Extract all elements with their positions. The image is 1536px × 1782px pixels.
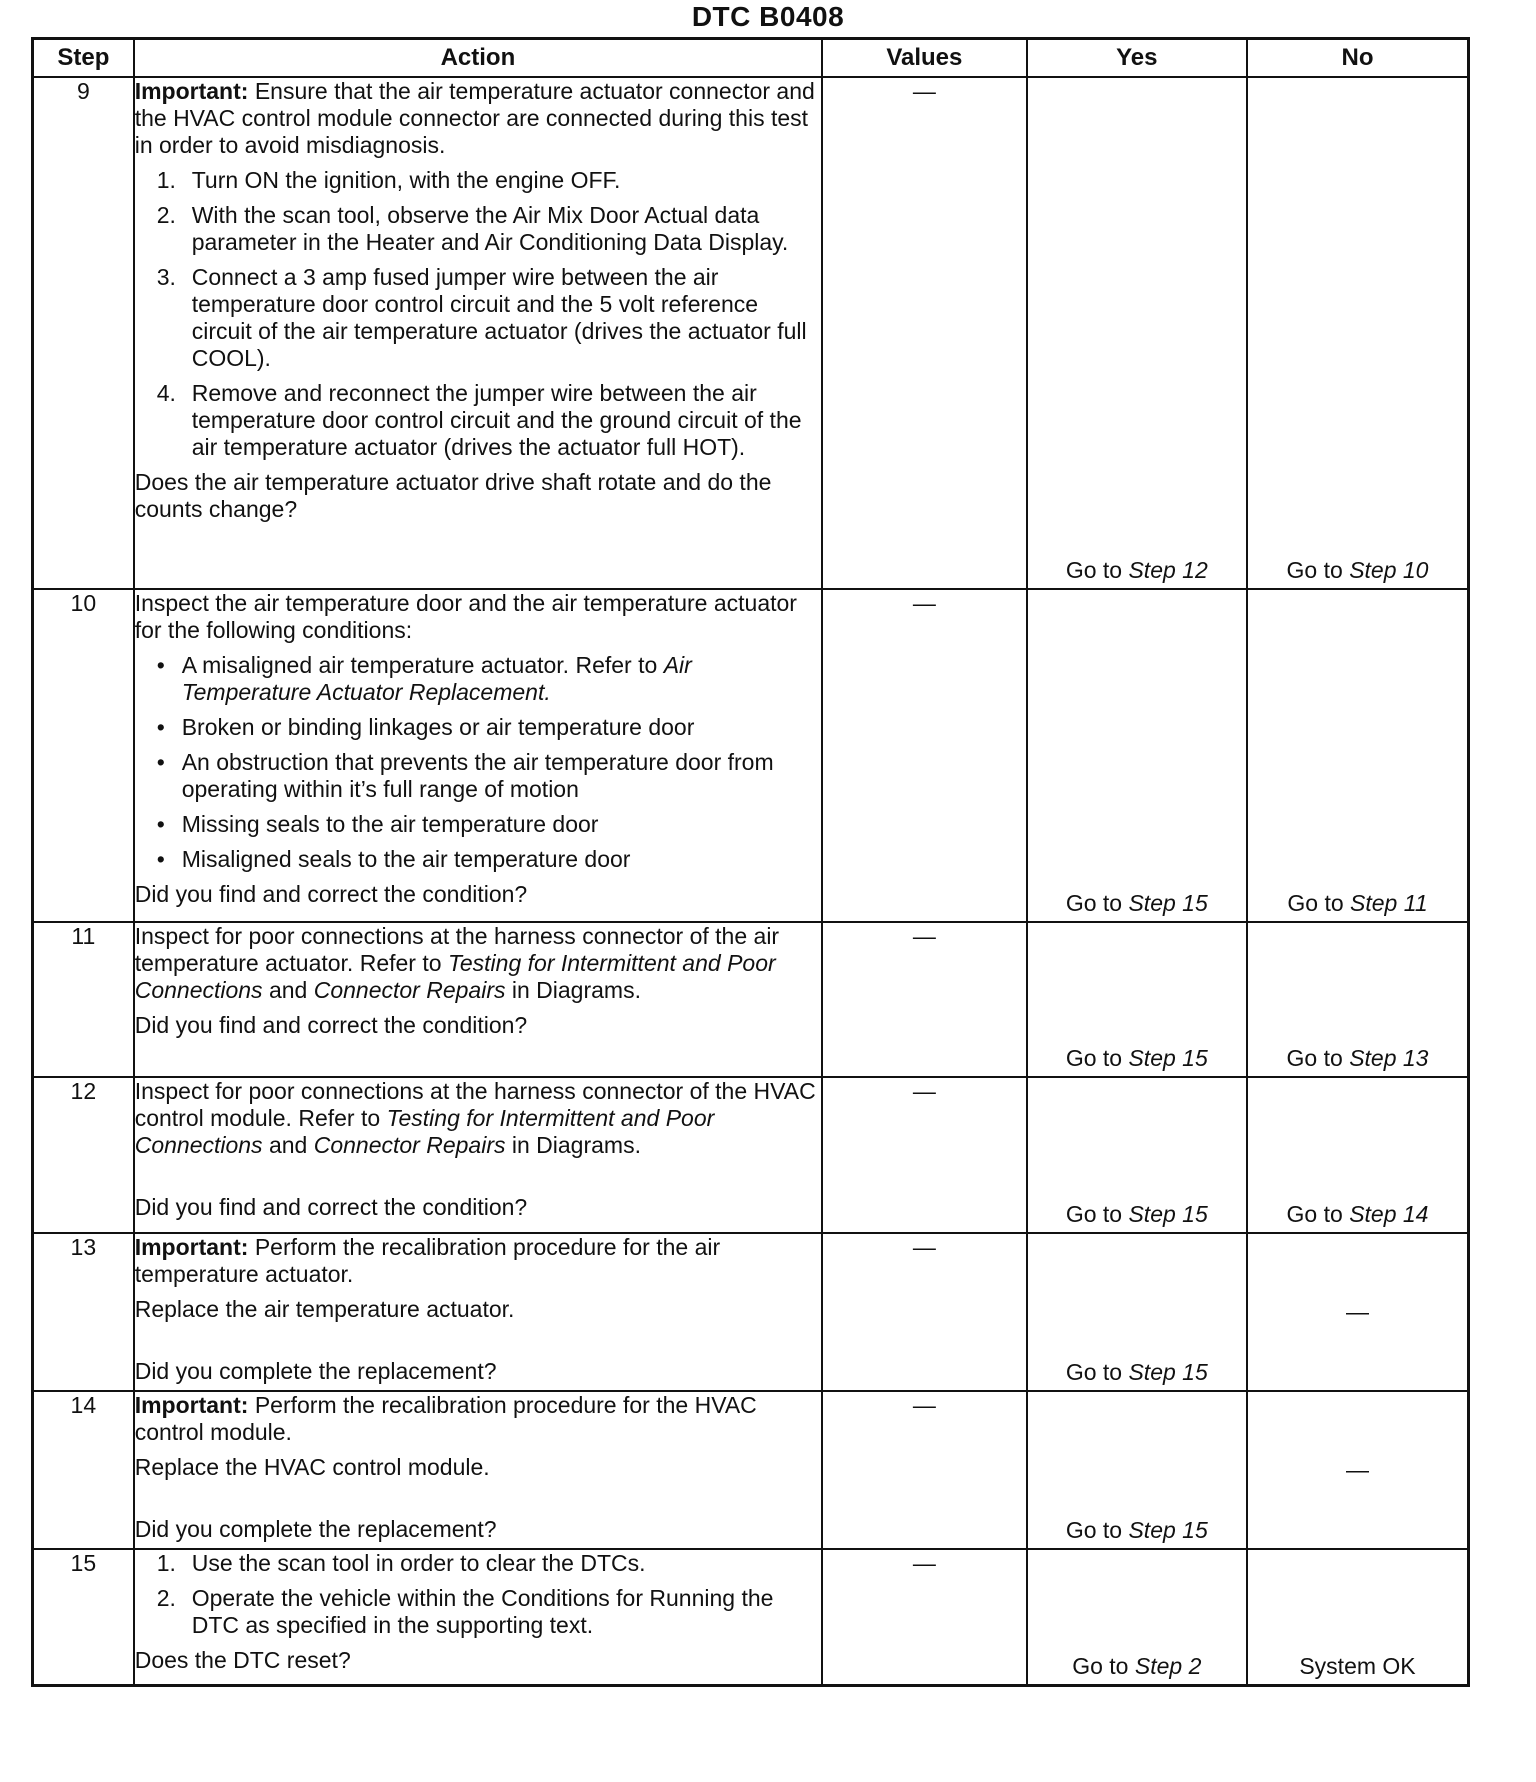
- list-item: 1. Turn ON the ignition, with the engine OFF.: [156, 167, 621, 193]
- no-cell: [1247, 589, 1468, 922]
- question-text: Did you find and correct the condition?: [134, 1012, 528, 1038]
- table-row-step-14: [33, 1391, 1469, 1549]
- header-row: [33, 39, 1469, 78]
- values-cell: —: [822, 922, 1026, 1077]
- header-step: Step: [33, 39, 134, 78]
- table-row-step-10: [33, 589, 1469, 922]
- yes-result: Go to Step 15: [1065, 1517, 1208, 1543]
- list-item: 2. With the scan tool, observe the Air Mix Door Actual data parameter in the Heater and Air Conditioning Data Display.: [156, 202, 789, 255]
- no-cell: [1247, 1077, 1468, 1233]
- yes-result: Go to Step 15: [1065, 1201, 1208, 1227]
- table-row-step-13: [33, 1233, 1469, 1391]
- action-cell: Inspect for poor connections at the harness connector of the air temperature actuator. Refer to Testing for Intermittent and Poor Connections and Connector Repairs in Diagrams. Did you find and correct the condition?: [134, 922, 822, 1077]
- important-text: Perform the recalibration procedure for the air temperature actuator.: [134, 1234, 721, 1287]
- no-result: —: [1346, 1456, 1369, 1483]
- table-row-step-12: [33, 1077, 1469, 1233]
- no-cell: [1247, 1549, 1468, 1685]
- no-result: Go to Step 10: [1286, 557, 1429, 583]
- list-item: • Misaligned seals to the air temperature door: [156, 846, 631, 872]
- list-item: • An obstruction that prevents the air temperature door from operating within it’s full range of motion: [156, 749, 774, 802]
- yes-cell: [1027, 77, 1247, 589]
- list-item: 1. Use the scan tool in order to clear the DTCs.: [156, 1550, 646, 1576]
- header-action: Action: [134, 39, 822, 78]
- action-cell: [134, 77, 822, 589]
- no-result: Go to Step 14: [1286, 1201, 1429, 1227]
- yes-cell: [1027, 922, 1247, 1077]
- diagnostic-table: [31, 37, 1470, 1687]
- yes-result: Go to Step 15: [1065, 1359, 1208, 1385]
- question-text: Did you find and correct the condition?: [134, 881, 528, 907]
- values-cell: —: [822, 1549, 1026, 1685]
- yes-cell: [1027, 1549, 1247, 1685]
- yes-cell: [1027, 1233, 1247, 1391]
- no-result: Go to Step 11: [1287, 890, 1428, 916]
- yes-result: Go to Step 15: [1065, 1045, 1208, 1071]
- yes-result: Go to Step 2: [1072, 1652, 1202, 1679]
- list-item: 2. Operate the vehicle within the Conditions for Running the DTC as specified in the supporting text.: [156, 1585, 774, 1638]
- action-cell: Inspect for poor connections at the harness connector of the HVAC control module. Refer to Testing for Intermittent and Poor Connections and Connector Repairs in Diagrams. Did you find and correct the condition?: [134, 1077, 822, 1233]
- values-cell: —: [822, 77, 1026, 589]
- list-item: • Broken or binding linkages or air temperature door: [156, 714, 695, 740]
- list-item: • Missing seals to the air temperature door: [156, 811, 599, 837]
- action-text: Replace the air temperature actuator.: [134, 1296, 515, 1322]
- action-cell: [134, 1233, 822, 1391]
- no-cell: [1247, 77, 1468, 589]
- important-text: Ensure that the air temperature actuator connector and the HVAC control module connector are connected during this test in order to avoid misdiagnosis.: [134, 78, 815, 158]
- header-yes: Yes: [1027, 39, 1247, 78]
- no-cell: [1247, 1233, 1468, 1391]
- intro-text: Inspect the air temperature door and the air temperature actuator for the following conditions:: [134, 590, 797, 643]
- table-row-step-9: [33, 77, 1469, 589]
- step-number: 13: [33, 1233, 134, 1391]
- yes-result: Go to Step 15: [1065, 890, 1208, 916]
- values-cell: —: [822, 1233, 1026, 1391]
- list-item: 3. Connect a 3 amp fused jumper wire between the air temperature door control circuit and the 5 volt reference circuit of the air temperature actuator (drives the actuator full COOL).: [156, 264, 807, 371]
- values-cell: —: [822, 589, 1026, 922]
- yes-cell: [1027, 589, 1247, 922]
- page-title: DTC B0408: [691, 1, 845, 32]
- values-cell: —: [822, 1077, 1026, 1233]
- no-cell: [1247, 922, 1468, 1077]
- header-values: Values: [822, 39, 1026, 78]
- step-number: 12: [33, 1077, 134, 1233]
- no-cell: [1247, 1391, 1468, 1549]
- yes-cell: [1027, 1077, 1247, 1233]
- header-no: No: [1247, 39, 1468, 78]
- no-result: —: [1346, 1298, 1369, 1325]
- important-label: Important:: [134, 78, 249, 104]
- step-number: 10: [33, 589, 134, 922]
- step-number: 11: [33, 922, 134, 1077]
- question-text: Did you complete the replacement?: [134, 1358, 497, 1384]
- question-text: Does the air temperature actuator drive shaft rotate and do the counts change?: [134, 469, 772, 522]
- table-row-step-11: [33, 922, 1469, 1077]
- action-cell: [134, 1549, 822, 1685]
- values-cell: —: [822, 1391, 1026, 1549]
- no-result: System OK: [1299, 1652, 1416, 1679]
- no-result: Go to Step 13: [1286, 1045, 1429, 1071]
- step-number: 14: [33, 1391, 134, 1549]
- table-row-step-15: [33, 1549, 1469, 1685]
- important-label: Important:: [134, 1392, 249, 1418]
- list-item: • A misaligned air temperature actuator. Refer to Air Temperature Actuator Replacement.: [156, 652, 692, 705]
- important-text: Perform the recalibration procedure for the HVAC control module.: [134, 1392, 757, 1445]
- question-text: Did you complete the replacement?: [134, 1516, 497, 1542]
- list-item: 4. Remove and reconnect the jumper wire between the air temperature door control circuit and the ground circuit of the air temperature actuator (drives the actuator full HOT).: [156, 380, 802, 460]
- question-text: Did you find and correct the condition?: [134, 1194, 528, 1220]
- yes-cell: [1027, 1391, 1247, 1549]
- step-number: 9: [33, 77, 134, 589]
- action-cell: [134, 589, 822, 922]
- action-cell: [134, 1391, 822, 1549]
- step-number: 15: [33, 1549, 134, 1685]
- yes-result: Go to Step 12: [1065, 557, 1208, 583]
- important-label: Important:: [134, 1234, 249, 1260]
- question-text: Does the DTC reset?: [134, 1647, 351, 1673]
- action-text: Replace the HVAC control module.: [134, 1454, 490, 1480]
